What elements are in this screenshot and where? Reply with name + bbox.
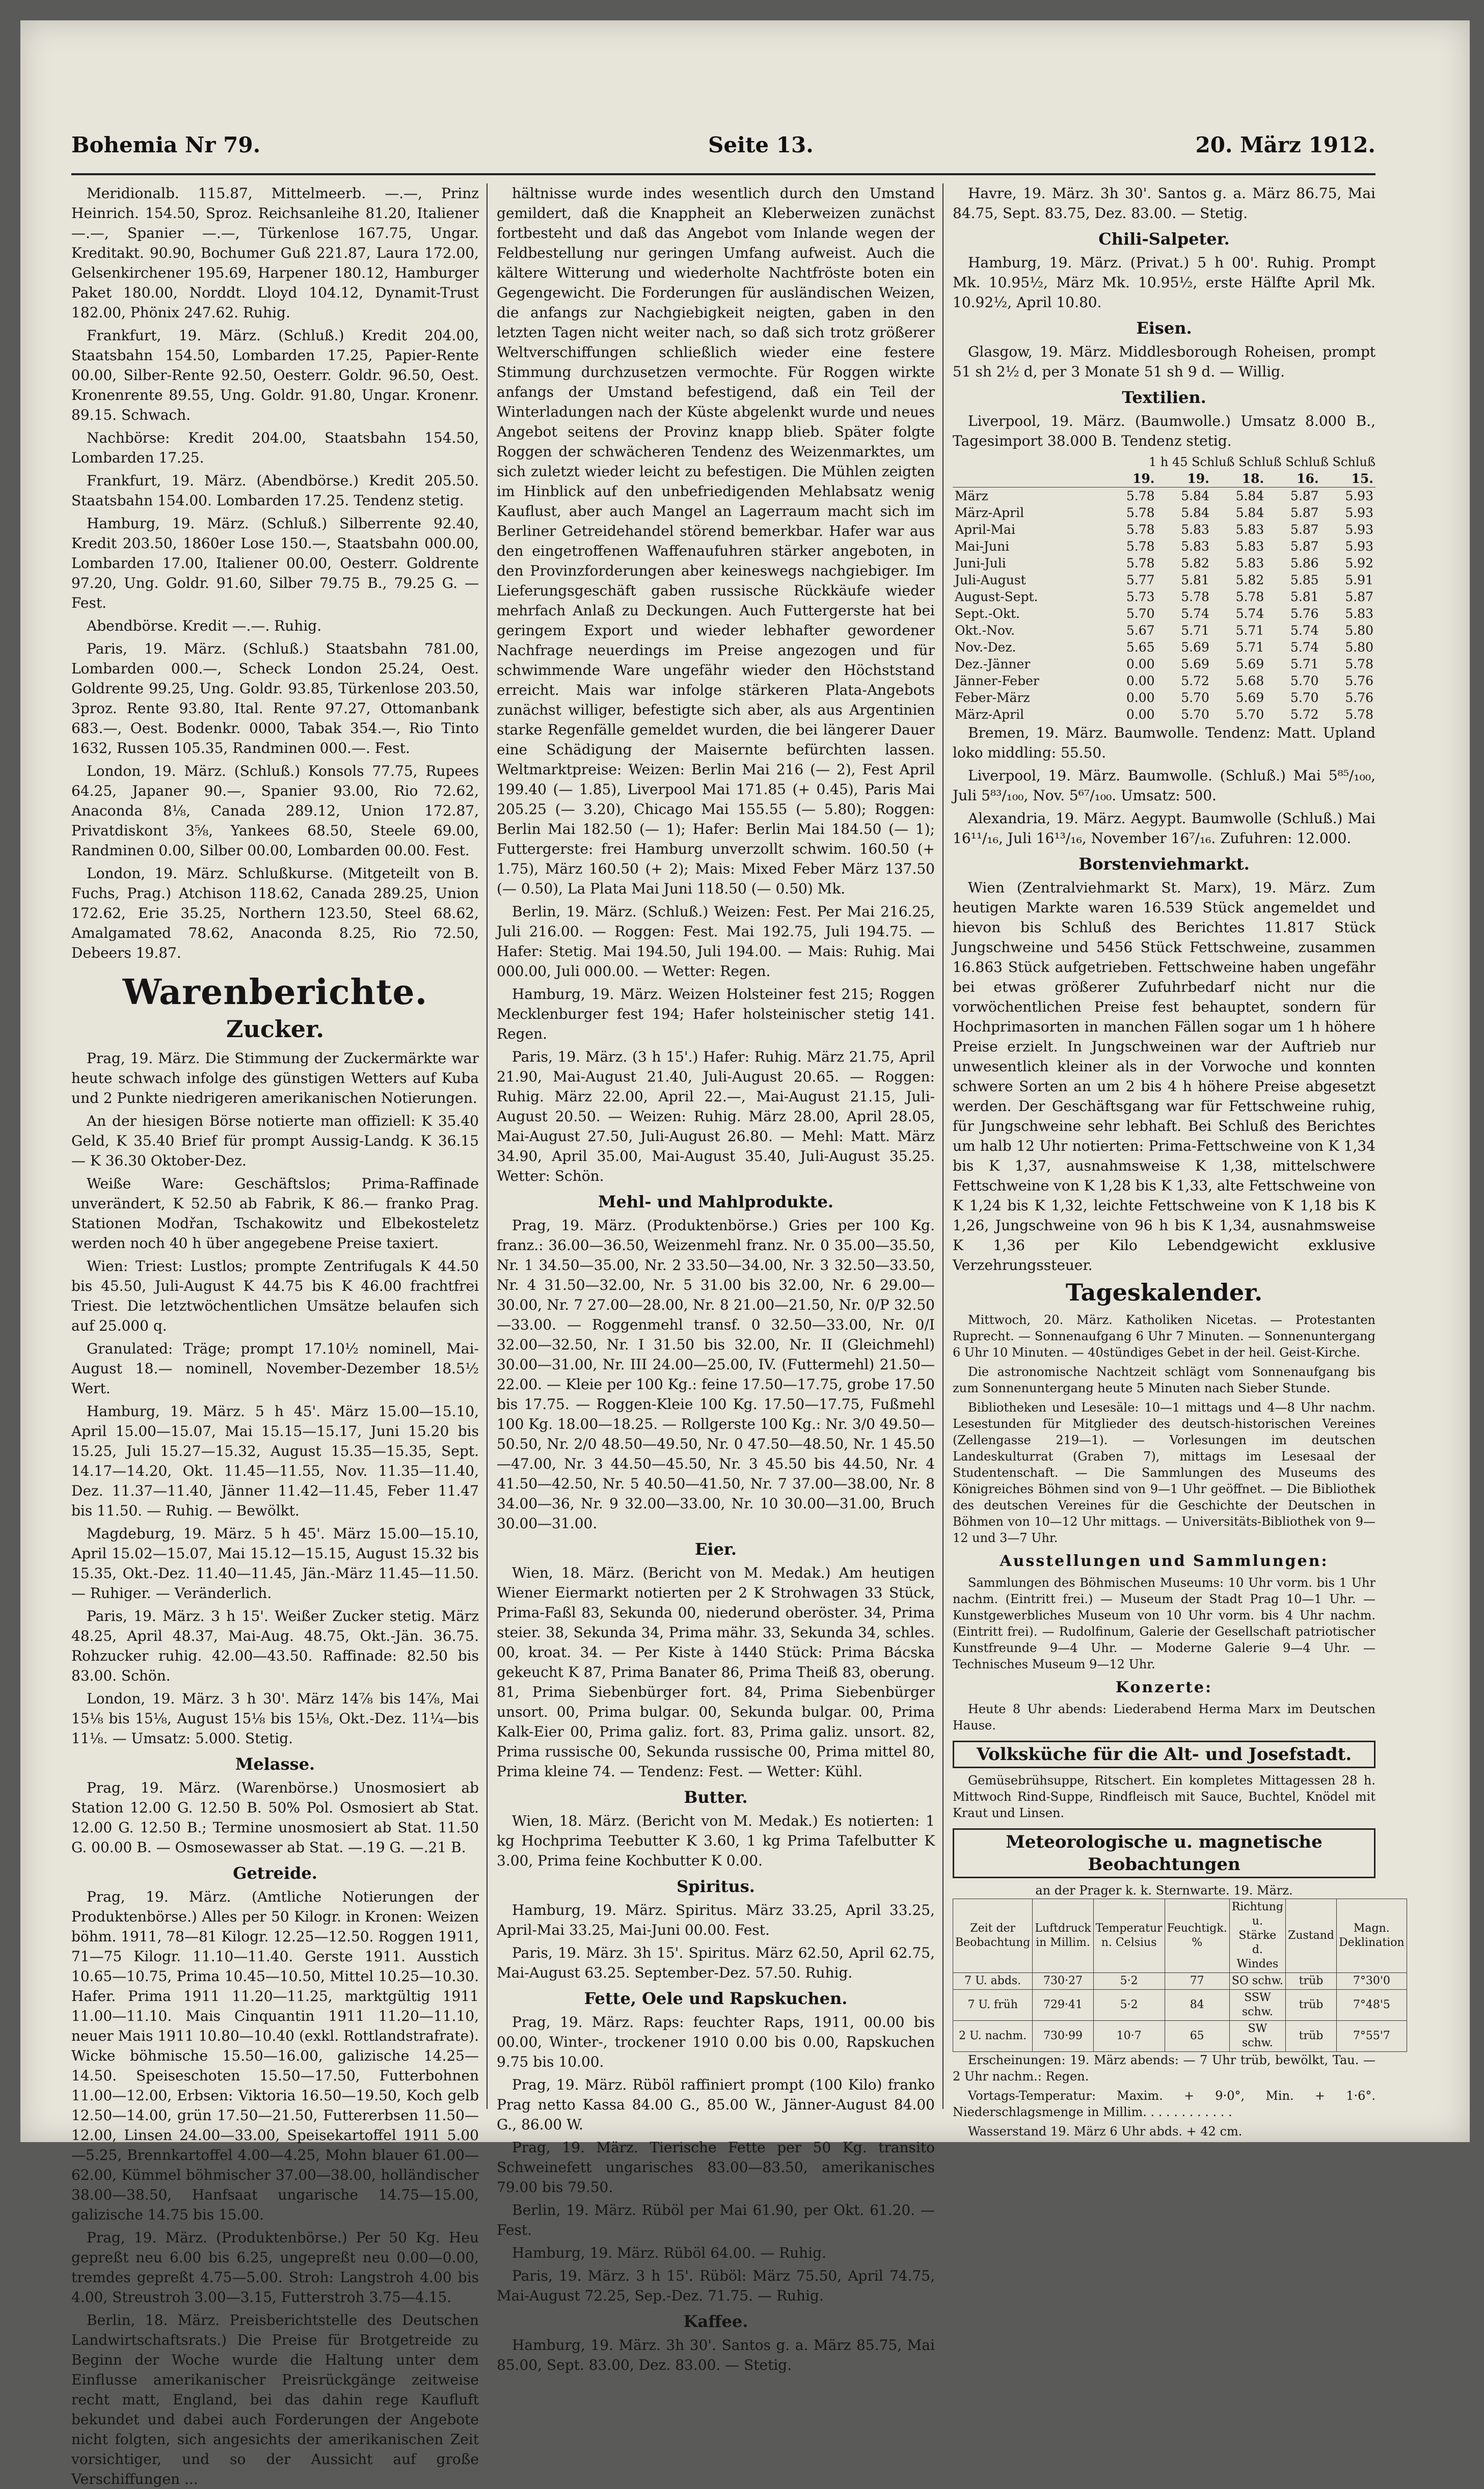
paragraph: Meridionalb. 115.87, Mittelmeerb. —.—, Prinz Heinrich. 154.50, Sproz. Reichsanleihe 81.20, Italiener —.—, Spanier —.—, Türkenlose 167.75, Ungar. Kreditakt. 90.90, Bochumer Guß 221.87, Laura 172.00, Gelsenkirchener 195.69, Harpener 180.12, Hamburger Paket 180.00, Norddt. Lloyd 104.12, Dynamit-Trust 182.00, Phönix 247.62. Ruhig.: [71, 185, 479, 321]
subsection-title: Kaffee.: [683, 2312, 748, 2331]
table-cell: März-April: [955, 505, 1024, 520]
boxed-heading: Meteorologische u. magnetische Beobachtungen: [953, 1828, 1375, 1878]
table-cell: 5.93: [1345, 539, 1373, 554]
table-header-cell: Magn. Deklination: [1337, 1899, 1407, 1973]
paragraph: Liverpool, 19. März. (Baumwolle.) Umsatz 8.000 B., Tagesimport 38.000 B. Tendenz stetig.: [953, 413, 1375, 449]
paragraph: Frankfurt, 19. März. (Abendbörse.) Kredit 205.50. Staatsbahn 154.00. Lombarden 17.25. Tendenz stetig.: [71, 472, 479, 509]
table-row: [953, 1973, 1407, 1990]
table-row: [953, 622, 1375, 639]
table-cell: 5.74: [1290, 640, 1319, 655]
table-cell: 5.93: [1345, 522, 1373, 537]
table-cell: 730·99: [1033, 2021, 1093, 2052]
table-cell: 5.84: [1181, 489, 1209, 503]
subsection-title: Spiritus.: [677, 1877, 755, 1896]
paragraph: London, 19. März. Schlußkurse. (Mitgeteilt von B. Fuchs, Prag.) Atchison 118.62, Canada 289.25, Union 172.62, Erie 35.25, Northern 123.50, Steel 68.62, Amalgamated 78.62, Anaconda 8.25, Rio 72.50, Debeers 19.87.: [71, 865, 479, 961]
paragraph: Hamburg, 19. März. Weizen Holsteiner fest 215; Roggen Mecklenburger fest 194; Hafer holsteinischer stetig 141. Regen.: [497, 986, 935, 1042]
paragraph: Paris, 19. März. 3h 15'. Spiritus. März 62.50, April 62.75, Mai-August 63.25. September-Dez. 57.50. Ruhig.: [497, 1944, 935, 1981]
table-cell: Juni-Juli: [955, 556, 1006, 571]
table-cell: 5.76: [1290, 606, 1319, 621]
table-row: [953, 656, 1375, 672]
subsection-title: Melasse.: [235, 1754, 315, 1774]
table-cell: 5.74: [1181, 606, 1209, 621]
paragraph: Prag, 19. März. (Produktenbörse.) Per 50 Kg. Heu gepreßt neu 6.00 bis 6.25, ungepreßt neu 0.00—0.00, tremdes gepreßt 4.75—5.00. Stroh: Langstroh 4.00 bis 4.00, Streustroh 3.00—3.15, Futterstroh 3.75—4.15.: [71, 2229, 479, 2306]
table-cell: SW schw.: [1229, 2021, 1285, 2052]
table-cell: Nov.-Dez.: [955, 640, 1016, 655]
subsection-title: Textilien.: [1122, 388, 1206, 407]
table-cell: 7°30'0: [1337, 1973, 1407, 1990]
table-cell: SO schw.: [1229, 1973, 1285, 1990]
table-row: [953, 706, 1375, 723]
table-cell: Okt.-Nov.: [955, 623, 1015, 638]
table-cell: 5.74: [1235, 606, 1264, 621]
paragraph: Bibliotheken und Lesesäle: 10—1 mittags und 4—8 Uhr nachm. Lesestunden für Mitglieder des deutsch-historischen Vereines (Zellengasse 219—1). — Vorlesungen im deutschen Landeskulturrat (Graben 7), mittags im Lesesaal der Studentenschaft. — Die Sammlungen des Museums des Königreiches Böhmen sind von 9—1 Uhr geöffnet. — Die Bibliothek des deutschen Vereines für die Geschichte der Deutschen in Böhmen von 10—12 Uhr mittags. — Universitäts-Bibliothek von 9—12 und 3—7 Uhr.: [953, 1400, 1375, 1545]
paragraph: Abendbörse. Kredit —.—. Ruhig.: [87, 617, 322, 634]
paragraph: London, 19. März. 3 h 30'. März 14⅞ bis 14⅞, Mai 15⅛ bis 15⅛, August 15⅛ bis 15⅛, Okt.-Dez. 11¼—bis 11⅛. — Umsatz: 5.000. Stetig.: [71, 1690, 479, 1747]
subsection-title: Ausstellungen und Sammlungen:: [1000, 1552, 1329, 1570]
table-cell: 5.69: [1235, 657, 1264, 671]
table-cell: 5.78: [1126, 522, 1155, 537]
table-header-cell: 19.: [1102, 470, 1156, 488]
paragraph: Wien, 18. März. (Bericht von M. Medak.) Es notierten: 1 kg Hochprima Teebutter K 3.60, 1 kg Prima Tafelbutter K 3.00, Prima feine Kochbutter K 0.00.: [497, 1812, 935, 1869]
column-right: [953, 183, 1405, 2139]
table-cell: Dez.-Jänner: [955, 657, 1031, 671]
header-page-number: Seite 13.: [708, 132, 814, 157]
table-cell: 5.76: [1345, 673, 1373, 688]
table-row: [953, 555, 1375, 572]
header-rule: [71, 173, 1375, 175]
table-header-cell: 15.: [1321, 470, 1375, 488]
paragraph: Magdeburg, 19. März. 5 h 45'. März 15.00—15.10, April 15.02—15.07, Mai 15.12—15.15, August 15.32 bis 15.35, Okt.-Dez. 11.40—11.45, Jän.-März 11.45—11.50. — Ruhiger. — Veränderlich.: [71, 1525, 479, 1602]
paragraph: Frankfurt, 19. März. (Schluß.) Kredit 204.00, Staatsbahn 154.50, Lombarden 17.25, Papier-Rente 00.00, Silber-Rente 92.50, Oesterr. Goldr. 96.50, Oest. Kronenrente 89.55, Ung. Goldr. 91.80, Ungar. Kronenr. 89.15. Schwach.: [71, 327, 479, 423]
table-cell: Feber-März: [955, 690, 1030, 705]
paragraph: Hamburg, 19. März. (Schluß.) Silberrente 92.40, Kredit 203.50, 1860er Lose 150.—, Staatsbahn 000.00, Lombarden 17.00, Italiener 00.00, Oesterr. Goldrente 97.20, Ung. Goldr. 91.60, Silber 79.75 B., 79.25 G. — Fest.: [71, 515, 479, 611]
table-cell: 5.73: [1126, 589, 1155, 604]
table-row: [953, 504, 1375, 521]
meteo-table: [953, 1899, 1407, 2052]
table-cell: 10·7: [1093, 2021, 1165, 2052]
table-cell: 7°55'7: [1337, 2021, 1407, 2052]
paragraph: Berlin, 18. März. Preisberichtstelle des Deutschen Landwirtschaftsrats.) Die Preise für Brotgetreide zu Beginn der Woche wurde die Haltung unter dem Einflusse amerikanischer Preisrückgänge zeitweise recht matt, England, bei das dahin rege Kaufluft bekundet und dabei auch Forderungen der Angebote nicht folgten, sich angesichts der amerikanischen Zeit vorsichtiger, und so der Aussicht auf große Verschiffungen ...: [71, 2312, 479, 2487]
subsection-title: Mehl- und Mahlprodukte.: [598, 1192, 833, 1211]
table-cell: 5.78: [1345, 707, 1373, 722]
section-title: Tageskalender.: [1065, 1279, 1263, 1306]
subsection-title: Konzerte:: [1115, 1679, 1213, 1696]
table-cell: 5.83: [1181, 539, 1209, 554]
table-cell: 5.74: [1290, 623, 1319, 638]
table-cell: 5.87: [1345, 589, 1373, 604]
table-cell: 5.87: [1290, 489, 1319, 503]
paragraph: Wien (Zentralviehmarkt St. Marx), 19. März. Zum heutigen Markte waren 16.539 Stück angemeldet und hievon bis Schluß des Berichtes 11.817 Stück Jungschweine und 5456 Stück Fettschweine, zusammen 16.863 Stück aufgetrieben. Fettschweine haben ungefähr bei etwas größerer Zufuhrbedarf nicht nur die vorwöchentlichen Preise fest behauptet, sondern für Hochprimasorten in manchen Fällen sogar um 1 h höhere Preise erzielt. In Jungschweinen war der Auftrieb nur unwesentlich kleiner als in der Vorwoche und konnten schwere Sorten an um 2 bis 4 h höhere Preise abgesetzt werden. Der Geschäftsgang war für Fettschweine ruhig, für Jungschweine sehr lebhaft. Bei Schluß des Berichtes um halb 12 Uhr notierten: Prima-Fettschweine von K 1,34 bis K 1,37, ausnahmsweise K 1,38, mittelschwere Fettschweine von K 1,28 bis K 1,33, alte Fettschweine von K 1,24 bis K 1,32, leichte Fettschweine von K 1,18 bis K 1,26, Jungschweine von 96 h bis K 1,34, ausnahmsweise K 1,36 per Kilo Lebendgewicht exklusive Verzehrungssteuer.: [953, 879, 1375, 1274]
paragraph: Prag, 19. März. Die Stimmung der Zuckermärkte war heute schwach infolge des günstigen Wetters auf Kuba und 2 Punkte niedrigeren amerikanischen Notierungen.: [71, 1050, 479, 1106]
subsection-title: Chili-Salpeter.: [1098, 229, 1230, 249]
paragraph: Die astronomische Nachtzeit schlägt vom Sonnenaufgang bis zum Sonnenuntergang heute 5 Minuten nach Sieber Stunde.: [953, 1365, 1375, 1395]
paragraph: Hamburg, 19. März. Spiritus. März 33.25, April 33.25, April-Mai 33.25, Mai-Juni 00.00. Fest.: [497, 1902, 935, 1938]
subsection-title: Butter.: [684, 1788, 748, 1807]
table-cell: Mai-Juni: [955, 539, 1010, 554]
table-cell: 5.65: [1126, 640, 1155, 655]
table-cell: 5.78: [1235, 589, 1264, 604]
table-cell: 5.70: [1290, 690, 1319, 705]
table-cell: 65: [1165, 2021, 1229, 2052]
paragraph: Prag, 19. März. (Warenbörse.) Unosmosiert ab Station 12.00 G. 12.50 B. 50% Pol. Osmosiert ab Stat. 12.00 G. 12.50 B.; Termine unosmosiert ab Stat. 11.50 G. 00.00 B. — Osmosewasser ab Stat. —.19 G. —.21 B.: [71, 1779, 479, 1856]
table-header-cell: Feuchtigk. %: [1165, 1899, 1229, 1973]
paragraph: Mittwoch, 20. März. Katholiken Nicetas. — Protestanten Ruprecht. — Sonnenaufgang 6 Uhr 7 Minuten. — Sonnenuntergang 6 Uhr 10 Minuten. — 40stündiges Gebet in der heil. Geist-Kirche.: [953, 1313, 1375, 1360]
paragraph: Sammlungen des Böhmischen Museums: 10 Uhr vorm. bis 1 Uhr nachm. (Eintritt frei.) — Museum der Stadt Prag 10—1 Uhr. — Kunstgewerbliches Museum von 10 Uhr vorm. bis 4 Uhr nachm. (Eintritt frei). — Rudolfinum, Galerie der Gesellschaft patriotischer Kunstfreunde 9—4 Uhr. — Moderne Galerie 9—4 Uhr. — Technisches Museum 9—12 Uhr.: [953, 1576, 1375, 1671]
column-rule: [487, 183, 488, 2109]
paragraph: Hamburg, 19. März. Rüböl 64.00. — Ruhig.: [512, 2244, 826, 2261]
paragraph: Prag, 19. März. Rüböl raffiniert prompt (100 Kilo) franko Prag netto Kassa 84.00 G., 85.00 W., Jänner-August 84.00 G., 86.00 W.: [497, 2076, 935, 2133]
header-issue: Bohemia Nr 79.: [71, 132, 261, 157]
table-header-cell: Zustand: [1286, 1899, 1337, 1973]
table-header-cell: Temperatur n. Celsius: [1093, 1899, 1165, 1973]
paragraph: Nachbörse: Kredit 204.00, Staatsbahn 154.50, Lombarden 17.25.: [71, 429, 479, 466]
table-cell: 5.93: [1345, 489, 1373, 503]
table-row: [953, 605, 1375, 622]
table-row: [953, 588, 1375, 605]
paragraph: Wasserstand 19. März 6 Uhr abds. + 42 cm.: [968, 2124, 1243, 2139]
table-header-cell: 19.: [1157, 470, 1211, 488]
table-cell: Sept.-Okt.: [955, 606, 1020, 621]
header-date: 20. März 1912.: [1195, 132, 1375, 157]
paragraph: Prag, 19. März. (Produktenbörse.) Gries per 100 Kg. franz.: 36.00—36.50, Weizenmehl franz. Nr. 0 35.00—35.50, Nr. 1 34.50—35.00, Nr. 2 33.50—34.00, Nr. 3 32.50—33.50, Nr. 4 31.50—32.00, Nr. 5 31.00 bis 32.00, Nr. 6 29.00—30.00, Nr. 7 27.00—28.00, Nr. 8 21.00—21.50, Nr. 0/P 32.50—33.00. — Roggenmehl transf. 0 32.50—33.00, Nr. 0/I 32.00—32.50, Nr. I 31.50 bis 32.00, Nr. II (Gleichmehl) 30.00—31.00, Nr. III 24.00—25.00, IV. (Futtermehl) 21.50—22.00. — Kleie per 100 Kg.: feine 17.50—17.75, grobe 17.50 bis 17.75. — Roggen-Kleie 100 Kg. 17.50—17.75, Fußmehl 100 Kg. 18.00—18.25. — Rollgerste 100 Kg.: Nr. 3/0 49.50—50.50, Nr. 2/0 48.50—49.50, Nr. 0 47.50—48.50, Nr. 1 45.50—47.00, Nr. 3 44.50—45.50, Nr. 3 45.50 bis 44.50, Nr. 4 41.50—42.50, Nr. 5 40.50—41.50, Nr. 7 37.00—38.00, Nr. 8 34.00—36, Nr. 9 32.00—33.00, Nr. 10 30.00—31.00, Bruch 30.00—31.00.: [497, 1217, 935, 1532]
table-cell: 5.93: [1345, 505, 1373, 520]
page-header: [51, 122, 1375, 168]
table-cell: 5.71: [1235, 640, 1264, 655]
paragraph: Berlin, 19. März. (Schluß.) Weizen: Fest. Per Mai 216.25, Juli 216.00. — Roggen: Fest. Mai 192.75, Juli 194.75. — Hafer: Stetig. Mai 194.50, Juli 194.00. — Mais: Ruhig. Mai 000.00, Juli 000.00. — Wetter: Regen.: [497, 903, 935, 980]
paragraph: Hamburg, 19. März. 5 h 45'. März 15.00—15.10, April 15.00—15.07, Mai 15.15—15.17, Juni 15.20 bis 15.25, Juli 15.27—15.32, August 15.35—15.35, Sept. 14.17—14.20, Okt. 11.45—11.55, Nov. 11.35—11.40, Dez. 11.37—11.40, Jänner 11.42—11.45, Feber 11.47 bis 11.50. — Ruhig. — Bewölkt.: [71, 1403, 479, 1519]
table-cell: 5.77: [1126, 573, 1155, 587]
table-row: [953, 521, 1375, 538]
table-cell: 5.78: [1126, 556, 1155, 571]
table-cell: 7 U. abds.: [953, 1973, 1033, 1990]
table-cell: 5.85: [1290, 573, 1319, 587]
table-cell: 5.76: [1345, 690, 1373, 705]
paragraph: Erscheinungen: 19. März abends: — 7 Uhr trüb, bewölkt, Tau. — 2 Uhr nachm.: Regen.: [953, 2053, 1375, 2084]
table-cell: 5.81: [1290, 589, 1319, 604]
table-header-row: [953, 470, 1375, 488]
subsection-title: Borstenviehmarkt.: [1078, 854, 1250, 874]
table-cell: 5.83: [1181, 522, 1209, 537]
table-cell: 5.70: [1235, 707, 1264, 722]
table-cell: 5.70: [1290, 673, 1319, 688]
subsection-title: Getreide.: [233, 1863, 317, 1883]
table-cell: 5.68: [1235, 673, 1264, 688]
table-cell: 0.00: [1126, 673, 1155, 688]
table-row: [953, 538, 1375, 555]
table-row: [953, 572, 1375, 588]
table-cell: März-April: [955, 707, 1024, 722]
table-cell: 5.83: [1345, 606, 1373, 621]
table-cell: 0.00: [1126, 707, 1155, 722]
table-cell: trüb: [1286, 1973, 1337, 1990]
paragraph: Paris, 19. März. 3 h 15'. Weißer Zucker stetig. März 48.25, April 48.37, Mai-Aug. 48.75, Okt.-Jän. 36.75. Rohzucker ruhig. 42.00—43.50. Raffinade: 82.50 bis 83.00. Schön.: [71, 1608, 479, 1684]
meteo-subtitle: an der Prager k. k. Sternwarte. 19. März.: [1035, 1883, 1293, 1898]
table-cell: 5·2: [1093, 1990, 1165, 2021]
table-cell: 5.67: [1126, 623, 1155, 638]
table-cell: 5.72: [1290, 707, 1319, 722]
paragraph: Prag, 19. März. Tierische Fette per 50 Kg. transito Schweinefett ungarisches 83.00—83.50, amerikanisches 79.00 bis 79.50.: [497, 2139, 935, 2196]
column-left: [71, 183, 479, 2487]
table-cell: August-Sept.: [955, 589, 1038, 604]
table-row: [953, 2021, 1407, 2052]
table-cell: 5.87: [1290, 505, 1319, 520]
paragraph: hältnisse wurde indes wesentlich durch den Umstand gemildert, daß die Knappheit an Kleberweizen zunächst fortbesteht und daß das Angebot vom Inlande wegen der Feldbestellung nur geringen Umfang aufweist. Auch die kältere Witterung und wiederholte Nachtfröste boten ein Gegengewicht. Die Forderungen für ausländischen Weizen, die anfangs zur Nachgiebigkeit neigten, gaben in den letzten Tagen nicht weiter nach, so daß sich trotz größerer Weltverschiffungen schließlich wieder eine festere Stimmung durchzusetzen vermochte. Für Roggen wirkte anfangs der Umstand befestigend, daß ein Teil der Winterladungen nach der Küste abgelenkt wurde und neues Angebot seitens der Provinz knapp blieb. Später folgte Roggen der schwächeren Tendenz des Weizenmarktes, um sich zuletzt wieder leicht zu befestigen. Die Mühlen zeigten im Hinblick auf den unbefriedigenden Mehlabsatz wenig Kauflust, aber auch Mangel an Lagerraum macht sich im Berliner Getreidehandel störend bemerkbar. Hafer war aus den eingetroffenen Waffenaufuhren stärker angeboten, in den Provinzforderungen aber keineswegs nachgiebiger. Im Lieferungsgeschäft gaben russische Rückkäufe wieder mehrfach Anlaß zu Deckungen. Auch Futtergerste hat bei geringem Export und wieder lebhafter gewordener Nachfrage neuerdings im Preise angezogen und für schwimmende Ware ungefähr wieder den Höchststand erreicht. Mais war infolge stärkeren Plata-Angebots zunächst williger, befestigte sich aber, als aus Argentinien starke Regenfälle gemeldet wurden, die bei längerer Dauer eine Schädigung der Maisernte befürchten lassen. Weltmarktpreise: Weizen: Berlin Mai 216 (— 2), Fest April 199.40 (— 1.85), Liverpool Mai 171.85 (+ 0.45), Paris Mai 205.25 (— 3.20), Chicago Mai 155.55 (— 5.80); Roggen: Berlin Mai 182.50 (— 1); Hafer: Berlin Mai 184.50 (— 1); Futtergerste: frei Hamburg unverzollt schwim. 160.50 (+ 1.75), März 160.50 (+ 2); Mais: Mixed Feber März 137.50 (— 0.50), La Plata Mai Juni 118.50 (— 0.50) Mk.: [497, 185, 935, 897]
paragraph: Paris, 19. März. (Schluß.) Staatsbahn 781.00, Lombarden 000.—, Scheck London 25.24, Oest. Goldrente 99.25, Ung. Goldr. 93.85, Türkenlose 203.50, 3proz. Rente 93.80, Ital. Rente 97.27, Ottomanbank 683.—, Oest. Bodenkr. 0000, Tabak 354.—, Rio Tinto 1632, Russen 105.35, Randminen 000.—. Fest.: [71, 640, 479, 756]
table-cell: 5.83: [1235, 539, 1264, 554]
table-cell: 5.84: [1235, 505, 1264, 520]
table-cell: 5.69: [1181, 640, 1209, 655]
paragraph: Gemüsebrühsuppe, Ritschert. Ein kompletes Mittagessen 28 h. Mittwoch Rind-Suppe, Rindfleisch mit Sauce, Buchtel, Knödel mit Kraut und Linsen.: [953, 1773, 1375, 1820]
table-cell: 5.80: [1345, 640, 1373, 655]
table-cell: 5.82: [1181, 556, 1209, 571]
table-row: [953, 1990, 1407, 2021]
table-row: [953, 639, 1375, 656]
table-cell: trüb: [1286, 1990, 1337, 2021]
table-cell: 5.92: [1345, 556, 1373, 571]
table-cell: 7 U. früh: [953, 1990, 1033, 2021]
paragraph: Prag, 19. März. (Amtliche Notierungen der Produktenbörse.) Alles per 50 Kilogr. in Kronen: Weizen böhm. 1911, 78—81 Kilogr. 12.25—12.50. Roggen 1911, 71—75 Kilogr. 11.10—11.40. Gerste 1911. Ausstich 10.65—10.75, Prima 10.45—10.50, Mittel 10.25—10.30. Hafer. Prima 1911 11.20—11.25, marktgültig 1911 11.00—11.10. Mais Cinquantin 1911 11.20—11.10, neuer Mais 1911 10.80—10.40 (exkl. Rottlandstrafrate). Wicke böhmische 15.50—16.00, galizische 14.25—14.50. Speiseschoten 15.50—17.50, Futterbohnen 11.00—12.00, Erbsen: Viktoria 16.50—19.50, Koch gelb 12.50—14.00, grün 17.50—21.50, Futtererbsen 11.50—12.00, Linsen 24.00—33.00, Speisekartoffel 1911 5.00—5.25, Brennkartoffel 4.00—4.25, Mohn blauer 61.00—62.00, Kümmel böhmischer 37.00—38.00, holländischer 38.00—38.50, Hanfsaat ungarische 14.75—15.00, galizische 14.75 bis 15.00.: [71, 1888, 479, 2223]
subsection-title: Fette, Oele und Rapskuchen.: [584, 1989, 848, 2008]
table-cell: 5.83: [1235, 522, 1264, 537]
paragraph: An der hiesigen Börse notierte man offiziell: K 35.40 Geld, K 35.40 Brief für prompt Aussig-Landg. K 36.15 — K 36.30 Oktober-Dez.: [71, 1113, 479, 1169]
table-cell: 0.00: [1126, 657, 1155, 671]
table-cell: 5.83: [1235, 556, 1264, 571]
table-header-cell: [953, 470, 1102, 488]
table-cell: März: [955, 489, 988, 503]
subsection-title: Zucker.: [226, 1015, 325, 1043]
column-middle: [497, 183, 935, 2373]
table-row: [953, 672, 1375, 689]
paragraph: Paris, 19. März. 3 h 15'. Rüböl: März 75.50, April 74.75, Mai-August 72.25, Sep.-Dez. 71.75. — Ruhig.: [497, 2267, 935, 2304]
table-cell: 5.70: [1181, 707, 1209, 722]
table-cell: 2 U. nachm.: [953, 2021, 1033, 2052]
paragraph: Granulated: Träge; prompt 17.10½ nominell, Mai-August 18.— nominell, November-Dezember 18.5½ Wert.: [71, 1340, 479, 1397]
table-cell: 0.00: [1126, 690, 1155, 705]
paragraph: Berlin, 19. März. Rüböl per Mai 61.90, per Okt. 61.20. — Fest.: [497, 2202, 935, 2238]
paragraph: Havre, 19. März. 3h 30'. Santos g. a. März 86.75, Mai 84.75, Sept. 83.75, Dez. 83.00. — Stetig.: [953, 185, 1375, 222]
table-header-cell: Zeit der Beobachtung: [953, 1899, 1033, 1973]
paragraph: Paris, 19. März. (3 h 15'.) Hafer: Ruhig. März 21.75, April 21.90, Mai-August 21.40, Juli-August 20.65. — Roggen: Ruhig. März 22.00, April 22.—, Mai-August 21.15, Juli-August 20.50. — Weizen: Ruhig. März 28.00, April 28.05, Mai-August 27.50, Juli-August 26.80. — Mehl: Matt. März 34.90, April 35.00, Mai-August 35.40, Juli-August 35.25. Wetter: Schön.: [497, 1048, 935, 1184]
cotton-price-table: [953, 470, 1375, 723]
table-cell: Jänner-Feber: [955, 673, 1039, 688]
subsection-title: Eisen.: [1136, 318, 1192, 338]
table-cell: 5.69: [1235, 690, 1264, 705]
paragraph: Alexandria, 19. März. Aegypt. Baumwolle (Schluß.) Mai 16¹¹/₁₆, Juli 16¹³/₁₆, November 16⁷/₁₆. Zufuhren: 12.000.: [953, 810, 1375, 847]
table-cell: 5.91: [1345, 573, 1373, 587]
table-cell: 5.78: [1181, 589, 1209, 604]
paragraph: Weiße Ware: Geschäftslos; Prima-Raffinade unverändert, K 52.50 ab Fabrik, K 86.— franko Prag. Stationen Modřan, Tschakowitz und Elbekosteletz werden noch 40 h über angegebene Preise taxiert.: [71, 1175, 479, 1252]
column-rule: [942, 183, 943, 2109]
table-cell: 5.84: [1235, 489, 1264, 503]
table-cell: 5.70: [1126, 606, 1155, 621]
paragraph: London, 19. März. (Schluß.) Konsols 77.75, Rupees 64.25, Japaner 90.—, Spanier 93.00, Rio 72.62, Anaconda 8⅛, Canada 289.12, Union 172.87, Privatdiskont 3⅝, Yankees 68.50, Steele 69.00, Randminen 0.00, Silber 00.00, Lombarden 00.00. Fest.: [71, 763, 479, 859]
paragraph: Glasgow, 19. März. Middlesborough Roheisen, prompt 51 sh 2½ d, per 3 Monate 51 sh 9 d. — Willig.: [953, 343, 1375, 380]
table-cell: 5.70: [1181, 690, 1209, 705]
table-cell: 77: [1165, 1973, 1229, 1990]
paragraph: Hamburg, 19. März. (Privat.) 5 h 00'. Ruhig. Prompt Mk. 10.95½, März Mk. 10.95½, erste Hälfte April Mk. 10.92½, April 10.80.: [953, 254, 1375, 311]
table-cell: trüb: [1286, 2021, 1337, 2052]
table-header-cell: 18.: [1211, 470, 1266, 488]
table-header-cell: Luftdruck in Millim.: [1033, 1899, 1093, 1973]
table-cell: 5.86: [1290, 556, 1319, 571]
table-row: [953, 488, 1375, 505]
paragraph: Vortags-Temperatur: Maxim. + 9·0°, Min. + 1·6°. Niederschlagsmenge in Millim. . . . . . . . . . . .: [953, 2089, 1375, 2119]
paragraph: Heute 8 Uhr abends: Liederabend Herma Marx im Deutschen Hause.: [953, 1702, 1375, 1733]
table-cell: 5.82: [1235, 573, 1264, 587]
table-cell: 730·27: [1033, 1973, 1093, 1990]
table-cell: 5.78: [1345, 657, 1373, 671]
table-cell: 84: [1165, 1990, 1229, 2021]
table-cell: 5.84: [1181, 505, 1209, 520]
table-header-cell: 16.: [1266, 470, 1320, 488]
subsection-title: Eier.: [695, 1539, 737, 1559]
table-cell: April-Mai: [955, 522, 1015, 537]
table-cell: 5.72: [1181, 673, 1209, 688]
table-cell: SSW schw.: [1229, 1990, 1285, 2021]
paragraph: Prag, 19. März. Raps: feuchter Raps, 1911, 00.00 bis 00.00, Winter-, trockener 1910 0.00 bis 0.00, Rapskuchen 9.75 bis 10.00.: [497, 2014, 935, 2070]
table-cell: 5.78: [1126, 539, 1155, 554]
table-cell: 5.78: [1126, 489, 1155, 503]
paragraph: Hamburg, 19. März. 3h 30'. Santos g. a. März 85.75, Mai 85.00, Sept. 83.00, Dez. 83.00. — Stetig.: [497, 2337, 935, 2373]
table-cell: 5.81: [1181, 573, 1209, 587]
table-cell: 7°48'5: [1337, 1990, 1407, 2021]
paragraph: Liverpool, 19. März. Baumwolle. (Schluß.) Mai 5⁸⁵/₁₀₀, Juli 5⁸³/₁₀₀, Nov. 5⁶⁷/₁₀₀. Umsatz: 500.: [953, 767, 1375, 804]
paragraph: Wien, 18. März. (Bericht von M. Medak.) Am heutigen Wiener Eiermarkt notierten per 2 K Strohwagen 33 Stück, Prima-Faßl 83, Sekunda 00, niederund oberöster. 34, Prima steier. 38, Sekunda 34, Prima mähr. 33, Sekunda 34, schles. 00, kroat. 34. — Per Kiste à 1440 Stück: Prima Bácska gekeucht K 87, Prima Banater 86, Prima Theiß 83, oberung. 81, Prima Siebenbürger fort. 84, Prima Siebenbürger unsort. 00, Prima bulgar. 00, Sekunda bulgar. 00, Prima Kalk-Eier 00, Prima galiz. fort. 83, Prima galiz. unsort. 82, Prima russische 00, Sekunda russische 00, Prima mittel 80, Prima kleine 74. — Tendenz: Fest. — Wetter: Kühl.: [497, 1564, 935, 1780]
table-cell: 5.71: [1290, 657, 1319, 671]
table-cell: 5·2: [1093, 1973, 1165, 1990]
table-cell: 729·41: [1033, 1990, 1093, 2021]
boxed-heading: Volksküche für die Alt- und Josefstadt.: [953, 1741, 1375, 1768]
table-cell: 5.71: [1181, 623, 1209, 638]
table-cell: 5.87: [1290, 539, 1319, 554]
table-header-cell: Richtung u. Stärke d. Windes: [1229, 1899, 1285, 1973]
paragraph: Bremen, 19. März. Baumwolle. Tendenz: Matt. Upland loko middling: 55.50.: [953, 724, 1375, 761]
table-cell: 5.78: [1126, 505, 1155, 520]
table-header-row: [953, 1899, 1407, 1973]
table-cell: 5.80: [1345, 623, 1373, 638]
table-cell: 5.87: [1290, 522, 1319, 537]
table-cell: 5.69: [1181, 657, 1209, 671]
table-cell: Juli-August: [955, 573, 1026, 587]
paragraph: Wien: Triest: Lustlos; prompte Zentrifugals K 44.50 bis 45.50, Juli-August K 44.75 bis K 46.00 frachtfrei Triest. Die letztwöchentlichen Umsätze belaufen sich auf 25.000 q.: [71, 1258, 479, 1334]
section-title: Warenberichte.: [122, 972, 428, 1013]
cotton-table-caption: 1 h 45 Schluß Schluß Schluß Schluß: [1148, 455, 1375, 469]
table-row: [953, 689, 1375, 706]
table-cell: 5.71: [1235, 623, 1264, 638]
newspaper-page: [20, 20, 1470, 2487]
